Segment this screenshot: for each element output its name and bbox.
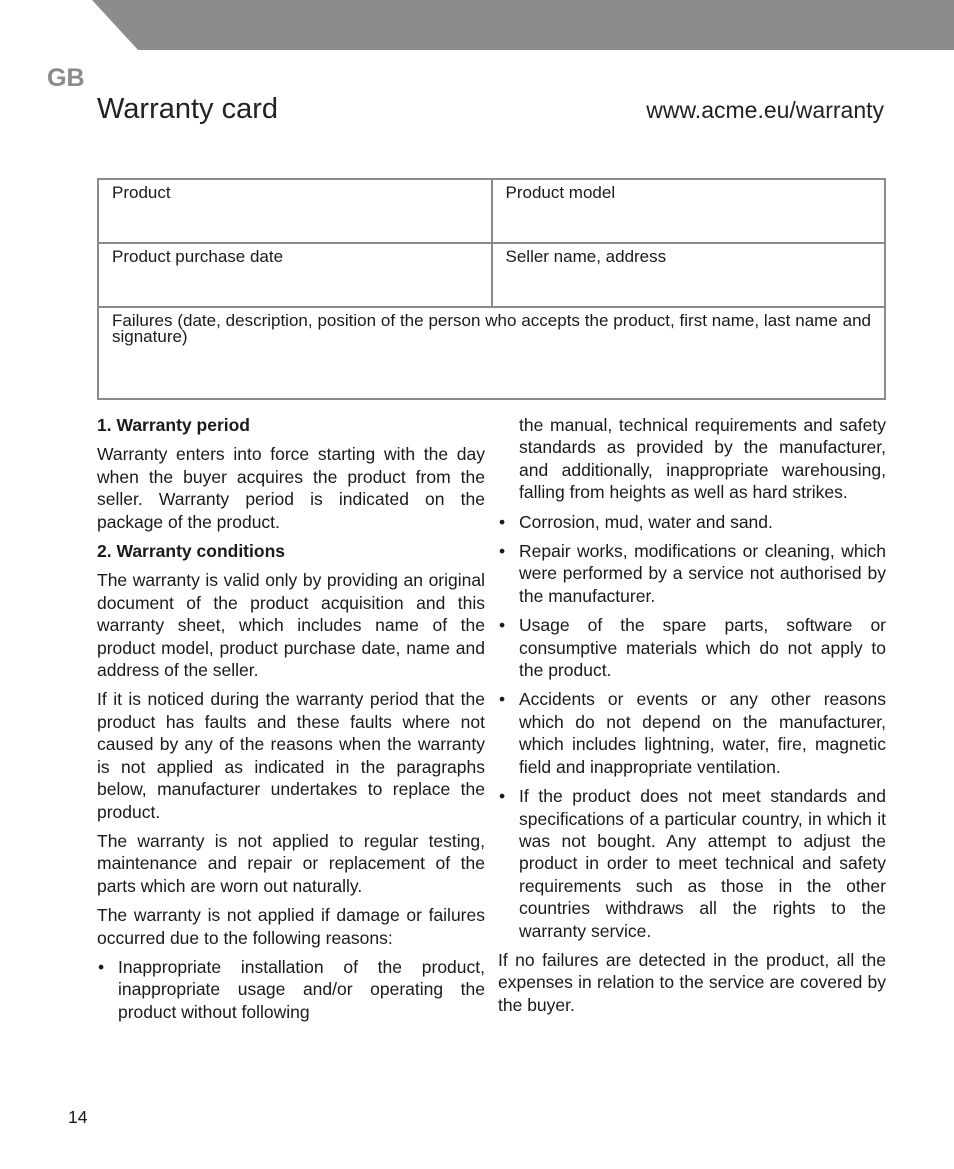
bullet-icon: •	[499, 689, 506, 710]
warranty-conditions-heading: 2. Warranty conditions	[97, 541, 285, 562]
product-model-field[interactable]	[492, 179, 886, 243]
purchase-date-field[interactable]	[98, 243, 492, 307]
list-item: • Inappropriate installation of the product, inappropriate usage and/or operating the product without following	[98, 956, 485, 1022]
page-number: 14	[68, 1107, 88, 1127]
warranty-period-heading: 1. Warranty period	[97, 415, 250, 435]
bullet-icon: •	[499, 615, 506, 636]
header-banner	[0, 0, 954, 50]
reasons-list-right	[498, 414, 886, 942]
failures-label: Failures (date, description, position of the person who accepts the product, first name, last name and signature)	[112, 311, 871, 346]
seller-field[interactable]	[492, 243, 886, 307]
warranty-url: www.acme.eu/warranty	[646, 97, 884, 123]
closing-paragraph: If no failures are detected in the product, all the expenses in relation to the service are covered by the buyer.	[498, 949, 886, 1015]
bullet-icon: •	[98, 956, 105, 977]
language-code: GB	[47, 64, 85, 92]
product-field[interactable]	[98, 179, 492, 243]
list-item: • Accidents or events or any other reasons which do not depend on the manufacturer, which includes lightning, water, fire, magnetic field and inappropriate ventilation.	[499, 689, 886, 777]
list-item: • Repair works, modifications or cleaning, which were performed by a service not authorised by the manufacturer.	[499, 541, 886, 606]
list-item-continued: the manual, technical requirements and safety standards as provided by the manufacturer, and additionally, inappropriate warehousing, falling from heights as well as hard strikes.	[519, 415, 886, 503]
warranty-period-text: Warranty enters into force starting with the day when the buyer acquires the product from the seller. Warranty period is indicated on the package of the product.	[97, 444, 485, 532]
purchase-date-label: Product purchase date	[112, 247, 284, 266]
bullet-icon: •	[499, 511, 506, 532]
seller-label: Seller name, address	[505, 247, 667, 266]
reasons-list-left	[97, 956, 485, 1023]
conditions-paragraph-4: The warranty is not applied if damage or failures occurred due to the following reasons:	[97, 905, 485, 948]
product-label: Product	[112, 183, 171, 202]
bullet-icon: •	[499, 541, 506, 562]
warranty-form-table	[97, 178, 886, 400]
list-item: • Corrosion, mud, water and sand.	[499, 511, 773, 532]
conditions-paragraph-3: The warranty is not applied to regular testing, maintenance and repair or replacement of the parts which are worn out naturally.	[97, 830, 485, 896]
product-model-label: Product model	[505, 183, 616, 202]
left-column	[97, 414, 485, 1030]
list-item: • Usage of the spare parts, software or consumptive materials which do not apply to the product.	[499, 615, 886, 681]
conditions-paragraph-1: The warranty is valid only by providing an original document of the product acquisition and this warranty sheet, which includes name of the product model, product purchase date, name and address of the seller.	[97, 570, 485, 681]
page-title: Warranty card	[97, 93, 279, 125]
failures-field[interactable]	[98, 307, 885, 399]
right-column	[498, 414, 886, 1023]
list-item: • If the product does not meet standards and specifications of a particular country, in which it was not bought. Any attempt to adjust the product in order to meet technical and safety requirements such as those in the other countries withdraws all the rights to the warranty service.	[499, 786, 886, 941]
conditions-paragraph-2: If it is noticed during the warranty period that the product has faults and these faults where not caused by any of the reasons when the warranty is not applied as indicated in the paragraphs below, manufacturer undertakes to replace the product.	[97, 689, 485, 822]
bullet-icon: •	[499, 786, 506, 807]
